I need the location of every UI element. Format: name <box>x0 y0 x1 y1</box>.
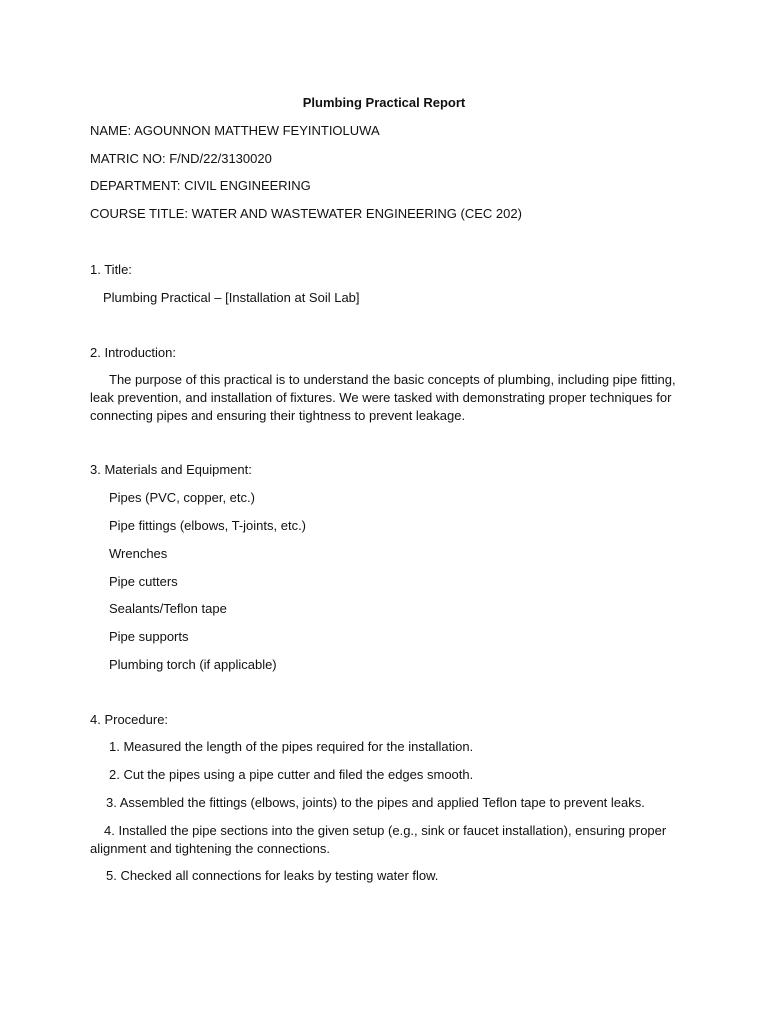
section-title-heading: 1. Title: <box>90 262 132 277</box>
section-title-text: Plumbing Practical – [Installation at Soil Lab] <box>103 290 360 305</box>
materials-list-item: Pipe supports <box>109 629 189 644</box>
procedure-step: 5. Checked all connections for leaks by testing water flow. <box>106 868 439 883</box>
document-title: Plumbing Practical Report <box>302 95 466 110</box>
course-title: COURSE TITLE: WATER AND WASTEWATER ENGINEERING (CEC 202) <box>90 206 522 221</box>
matric-number: MATRIC NO: F/ND/22/3130020 <box>90 151 272 166</box>
department: DEPARTMENT: CIVIL ENGINEERING <box>90 178 311 193</box>
student-name: NAME: AGOUNNON MATTHEW FEYINTIOLUWA <box>90 123 380 138</box>
section-introduction-heading: 2. Introduction: <box>90 345 176 360</box>
procedure-step: 3. Assembled the fittings (elbows, joints) to the pipes and applied Teflon tape to prevent leaks. <box>106 795 645 810</box>
materials-list-item: Wrenches <box>109 546 168 561</box>
materials-list-item: Pipe cutters <box>109 574 178 589</box>
section-procedure-heading: 4. Procedure: <box>90 712 169 727</box>
procedure-step: 2. Cut the pipes using a pipe cutter and filed the edges smooth. <box>109 767 474 782</box>
materials-list-item: Sealants/Teflon tape <box>109 601 227 616</box>
procedure-step: 1. Measured the length of the pipes required for the installation. <box>109 739 474 754</box>
section-materials-heading: 3. Materials and Equipment: <box>90 462 252 477</box>
introduction-paragraph: The purpose of this practical is to understand the basic concepts of plumbing, including pipe fitting, leak prevention, and installation of fixtures. We were tasked with demonstrating proper techniques for connecting pipes and ensuring their tightness to prevent leakage. <box>90 372 676 423</box>
materials-list-item: Pipe fittings (elbows, T-joints, etc.) <box>109 518 307 533</box>
materials-list-item: Plumbing torch (if applicable) <box>109 657 277 672</box>
procedure-step: 4. Installed the pipe sections into the given setup (e.g., sink or faucet installation), ensuring proper alignment and tightening the connections. <box>90 823 667 856</box>
materials-list-item: Pipes (PVC, copper, etc.) <box>109 490 255 505</box>
